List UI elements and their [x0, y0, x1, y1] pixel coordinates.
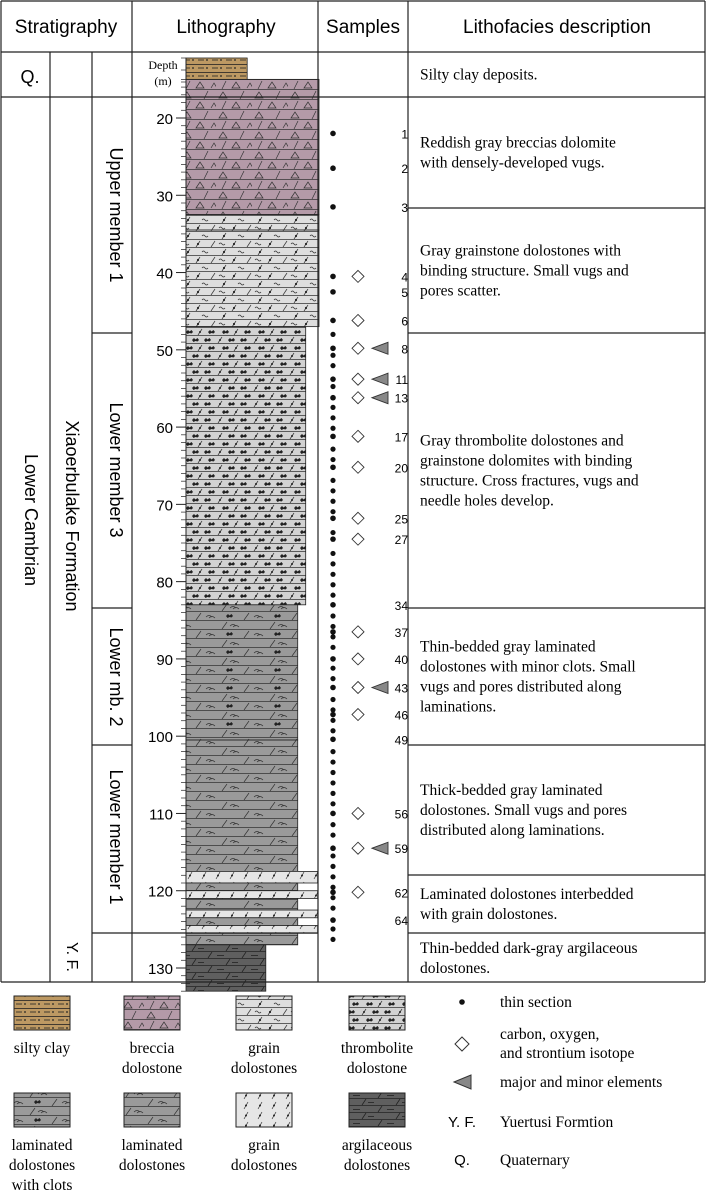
label-lower-member-3: Lower member 3	[106, 402, 126, 538]
label-lower-member-1: Lower member 1	[106, 769, 126, 905]
thin-section-dot	[330, 515, 336, 521]
sample-number: 17	[394, 430, 408, 445]
thin-section-dot	[330, 395, 336, 401]
label-lower-mb-2: Lower mb. 2	[106, 627, 126, 727]
thin-section-dot	[330, 593, 335, 598]
bed-laminated	[186, 740, 298, 871]
thin-section-dot	[330, 853, 335, 858]
description-line: with densely-developed vugs.	[420, 154, 605, 172]
thin-section-dot	[330, 770, 335, 775]
thin-section-dot	[330, 551, 335, 556]
description-line: Laminated dolostones interbedded	[420, 886, 634, 903]
thin-section-dot	[330, 895, 335, 900]
legend-label: dolostones	[8, 1157, 76, 1174]
sample-markers	[330, 127, 408, 942]
bed-grain-thin	[186, 926, 318, 934]
isotope-diamond	[352, 626, 364, 638]
thin-section-dot	[330, 426, 335, 431]
isotope-diamond	[352, 653, 364, 665]
sample-number: 25	[394, 512, 408, 527]
description-line: structure. Cross fractures, vugs and	[420, 472, 639, 490]
depth-tick-label: 40	[156, 265, 173, 283]
thin-section-dot	[330, 376, 336, 382]
thin-section-dot	[330, 712, 336, 718]
thin-section-dot	[330, 685, 336, 691]
bed-laminated	[186, 933, 298, 945]
legend-swatch-argillaceous	[349, 1093, 405, 1127]
legend-symbol-label: thin section	[500, 994, 572, 1011]
sample-number: 37	[394, 625, 408, 640]
thin-section-dot	[330, 780, 335, 785]
thin-section-dot	[330, 889, 336, 895]
sample-number: 5	[401, 285, 408, 300]
thin-section-dot	[330, 791, 335, 796]
thin-section-dot	[330, 749, 335, 754]
depth-tick-label: 110	[149, 806, 173, 824]
lithology-column	[186, 58, 319, 991]
elements-triangle	[372, 373, 388, 385]
legend-dot-symbol	[459, 999, 465, 1005]
description-line: needle holes develop.	[420, 492, 554, 510]
thin-section-dot	[330, 274, 336, 280]
depth-tick-label: 80	[156, 574, 173, 592]
thin-section-dot	[330, 736, 336, 742]
thin-section-dot	[330, 345, 336, 351]
isotope-diamond	[352, 342, 364, 354]
sample-number: 20	[394, 461, 408, 476]
description-line: Gray thrombolite dolostones and	[420, 432, 624, 450]
elements-triangle	[372, 682, 388, 694]
thin-section-dot	[330, 917, 336, 923]
legend-swatch-breccia	[124, 996, 180, 1030]
bed-thrombolite	[186, 327, 306, 605]
bed-laminated	[186, 918, 298, 926]
sample-number: 43	[394, 681, 408, 696]
description-line: Thick-bedded gray laminated	[420, 782, 603, 799]
sample-number: 46	[394, 708, 408, 723]
thin-section-dot	[330, 488, 335, 493]
legend-swatch-silty-clay	[14, 996, 70, 1030]
thin-section-dot	[330, 718, 335, 723]
legend	[9, 994, 662, 1190]
legend-label: thrombolite	[340, 1040, 414, 1057]
thin-section-dot	[330, 634, 335, 639]
header-row	[15, 17, 651, 38]
isotope-diamond	[352, 314, 364, 326]
description-line: distributed along laminations.	[420, 822, 605, 839]
thin-section-dot	[330, 656, 336, 662]
bed-laminated	[186, 883, 298, 891]
description-line: vugs and pores distributed along	[420, 678, 622, 696]
depth-tick-label: 100	[147, 729, 173, 747]
description-line: Gray grainstone dolostones with	[420, 242, 622, 260]
thin-section-dot	[330, 165, 336, 171]
description-line: Silty clay deposits.	[420, 66, 538, 84]
sample-number: 1	[401, 127, 408, 142]
legend-label: with clots	[11, 1177, 73, 1190]
label-quaternary: Q.	[20, 67, 40, 87]
thin-section-dot	[330, 759, 335, 764]
bed-grain	[186, 230, 319, 327]
legend-label: dolostones	[230, 1060, 298, 1077]
sample-number: 27	[394, 533, 408, 548]
legend-symbol-label: Yuertusi Formtion	[500, 1114, 614, 1131]
thin-section-dot	[330, 822, 335, 827]
thin-section-dot	[330, 666, 335, 671]
description-line: laminations.	[420, 698, 497, 716]
depth-tick-label: 60	[156, 420, 173, 438]
thin-section-dot	[330, 645, 335, 650]
thin-section-dot	[330, 864, 335, 869]
isotope-diamond	[352, 430, 364, 442]
elements-triangle	[372, 342, 388, 354]
thin-section-dot	[330, 629, 336, 635]
legend-label: laminated	[121, 1137, 183, 1154]
sample-number: 40	[394, 652, 408, 667]
legend-label: laminated	[11, 1137, 73, 1154]
thin-section-dot	[330, 874, 335, 879]
depth-axis	[148, 58, 186, 991]
sample-number: 8	[401, 342, 408, 357]
isotope-diamond	[352, 842, 364, 854]
thin-section-dot	[330, 676, 335, 681]
elements-triangle	[372, 842, 388, 854]
thin-section-dot	[330, 499, 335, 504]
legend-symbol-label: major and minor elements	[500, 1074, 663, 1091]
thin-section-dot	[330, 613, 335, 618]
thin-section-dot	[330, 530, 335, 535]
sample-number: 4	[401, 270, 408, 285]
thin-section-dot	[330, 509, 335, 514]
thin-section-dot	[330, 478, 335, 483]
thin-section-dot	[330, 318, 336, 324]
isotope-diamond	[352, 886, 364, 898]
legend-diamond-symbol	[455, 1037, 469, 1051]
isotope-diamond	[352, 270, 364, 282]
legend-triangle-symbol	[454, 1075, 471, 1089]
bed-laminated	[186, 898, 298, 910]
legend-symbol-label: and strontium isotope	[500, 1045, 635, 1062]
thin-section-dot	[330, 582, 335, 587]
elements-triangle	[372, 392, 388, 404]
legend-abbrev: Q.	[454, 1152, 470, 1169]
legend-symbol-label: Quaternary	[500, 1152, 570, 1169]
thin-section-dot	[330, 624, 335, 629]
thin-section-dot	[330, 801, 335, 806]
description-line: dolostones. Small vugs and pores	[420, 802, 628, 819]
description-line: with grain dolostones.	[420, 906, 558, 923]
legend-swatch-laminated-clots	[14, 1093, 70, 1127]
lithofacies-descriptions	[420, 67, 639, 978]
description-line: Thin-bedded dark-gray argilaceous	[420, 940, 638, 957]
description-line: binding structure. Small vugs and	[420, 262, 629, 280]
label-lower-cambrian: Lower Cambrian	[21, 453, 41, 587]
thin-section-dot	[330, 434, 336, 440]
thin-section-dot	[330, 572, 335, 577]
thin-section-dot	[330, 832, 335, 837]
header-stratigraphy: Stratigraphy	[14, 17, 118, 38]
thin-section-dot	[330, 457, 335, 462]
depth-tick-label: 70	[156, 497, 173, 515]
thin-section-dot	[330, 131, 336, 137]
sample-number: 56	[394, 807, 408, 822]
thin-section-dot	[330, 536, 336, 542]
isotope-diamond	[352, 461, 364, 473]
sample-number: 34	[394, 598, 408, 613]
thin-section-dot	[330, 885, 335, 890]
isotope-diamond	[352, 392, 364, 404]
legend-label: argilaceous	[341, 1137, 413, 1154]
isotope-diamond	[352, 709, 364, 721]
label-xiaoerbulake-formation: Xiaoerbulake Formation	[62, 420, 82, 612]
depth-tick-label: 50	[156, 342, 173, 360]
thin-section-dot	[330, 707, 335, 712]
description-line: Reddish gray breccias dolomite	[420, 134, 616, 152]
legend-label: dolostones	[343, 1157, 411, 1174]
isotope-diamond	[352, 682, 364, 694]
thin-section-dot	[330, 811, 336, 817]
legend-swatch-thrombolite	[349, 996, 405, 1030]
bed-breccia	[186, 79, 319, 214]
header-description: Lithofacies description	[463, 17, 651, 38]
legend-symbol-label: carbon, oxygen,	[500, 1026, 600, 1043]
thin-section-dot	[330, 937, 335, 942]
legend-label: dolostones	[118, 1157, 186, 1174]
depth-tick-label: 120	[147, 883, 173, 901]
thin-section-dot	[330, 353, 335, 358]
depth-tick-label: 130	[147, 961, 173, 978]
thin-section-dot	[330, 845, 336, 851]
sample-number: 64	[394, 914, 408, 929]
depth-tick-label: 30	[156, 188, 173, 206]
isotope-diamond	[352, 807, 364, 819]
thin-section-dot	[330, 561, 335, 566]
label-upper-member-1: Upper member 1	[106, 147, 126, 283]
thin-section-dot	[330, 332, 335, 337]
sample-number: 62	[394, 886, 408, 901]
legend-abbrev: Y. F.	[447, 1114, 477, 1131]
legend-label: dolostones	[230, 1157, 298, 1174]
description-line: dolostones with minor clots. Small	[420, 658, 636, 676]
bed-breccia-grain	[186, 215, 319, 230]
description-line: grainstone dolomites with binding	[420, 452, 633, 470]
thin-section-dot	[330, 926, 335, 931]
stratigraphy-labels	[20, 67, 126, 972]
bed-grain-thin	[186, 891, 318, 899]
legend-label: dolostone	[346, 1060, 408, 1077]
legend-label: silty clay	[13, 1040, 71, 1057]
legend-swatch-grain-thin	[236, 1093, 292, 1127]
bed-argillaceous	[186, 945, 266, 991]
thin-section-dot	[330, 728, 335, 733]
legend-label: breccia	[129, 1040, 175, 1057]
bed-laminated-clots	[186, 605, 298, 740]
thin-section-dot	[330, 464, 336, 470]
legend-swatch-grain	[236, 996, 292, 1030]
depth-label-line-1: Depth	[148, 58, 178, 72]
thin-section-dot	[330, 447, 335, 452]
bed-grain-thin	[186, 910, 318, 918]
thin-section-dot	[330, 289, 336, 295]
legend-label: dolostone	[121, 1060, 183, 1077]
thin-section-dot	[330, 204, 336, 210]
description-line: pores scatter.	[420, 282, 501, 300]
sample-number: 6	[401, 314, 408, 329]
depth-tick-label: 90	[156, 651, 173, 669]
sample-number: 2	[401, 162, 408, 177]
thin-section-dot	[330, 415, 335, 420]
thin-section-dot	[330, 405, 335, 410]
sample-number: 49	[394, 733, 408, 748]
label-yuertusi-formation: Y. F.	[63, 942, 80, 972]
sample-number: 11	[395, 373, 408, 388]
isotope-diamond	[352, 533, 364, 545]
sample-number: 13	[394, 391, 408, 406]
header-samples: Samples	[326, 17, 400, 38]
thin-section-dot	[330, 906, 335, 911]
legend-label: grain	[248, 1040, 280, 1057]
thin-section-dot	[330, 384, 335, 389]
legend-label: grain	[248, 1137, 280, 1154]
thin-section-dot	[330, 363, 335, 368]
thin-section-dot	[330, 602, 336, 608]
header-lithography: Lithography	[176, 17, 276, 38]
thin-section-dot	[330, 697, 335, 702]
isotope-diamond	[352, 373, 364, 385]
isotope-diamond	[352, 512, 364, 524]
depth-label-line-2: (m)	[154, 74, 172, 88]
sample-number: 3	[401, 200, 408, 215]
legend-swatch-laminated	[124, 1093, 180, 1127]
sample-number: 59	[394, 842, 408, 857]
description-line: dolostones.	[420, 960, 491, 977]
bed-grain-thin	[186, 871, 318, 883]
depth-tick-label: 20	[156, 111, 173, 128]
description-line: Thin-bedded gray laminated	[420, 638, 596, 656]
